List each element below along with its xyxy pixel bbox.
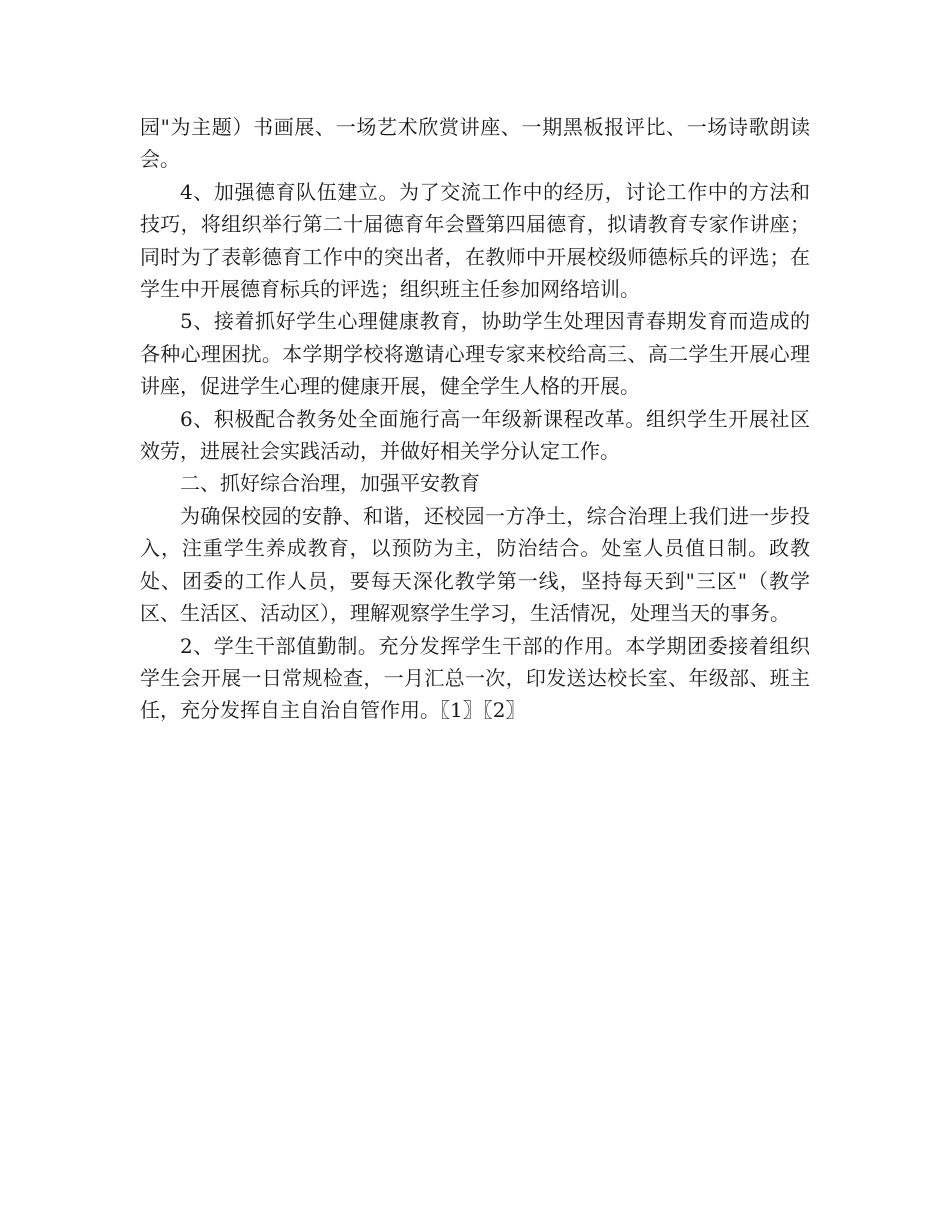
document-page	[140, 111, 810, 727]
paragraph-item-2: 2、学生干部值勤制。充分发挥学生干部的作用。本学期团委接着组织学生会开展一日常规检查，一月汇总一次，印发送达校长室、年级部、班主任，充分发挥自主自治自管作用。〖1〗〖2〗	[140, 633, 810, 723]
section-heading: 二、抓好综合治理，加强平安教育	[180, 471, 480, 496]
paragraph-item-6: 6、积极配合教务处全面施行高一年级新课程改革。组织学生开展社区效劳，进展社会实践活动，并做好相关学分认定工作。	[140, 406, 810, 464]
paragraph-item-5: 5、接着抓好学生心理健康教育，协助学生处理因青春期发育而造成的各种心理困扰。本学期学校将邀请心理专家来校给高三、高二学生开展心理讲座，促进学生心理的健康开展，健全学生人格的开展。	[140, 309, 810, 399]
paragraph-item-4: 4、加强德育队伍建立。为了交流工作中的经历，讨论工作中的方法和技巧，将组织举行第二十届德育年会暨第四届德育，拟请教育专家作讲座；同时为了表彰德育工作中的突出者，在教师中开展校级师德标兵的评选；在学生中开展德育标兵的评选；组织班主任参加网络培训。	[140, 179, 810, 302]
paragraph-continuation: 园"为主题）书画展、一场艺术欣赏讲座、一期黑板报评比、一场诗歌朗读会。	[140, 115, 810, 172]
paragraph-section-intro: 为确保校园的安静、和谐，还校园一方净土，综合治理上我们进一步投入，注重学生养成教育，以预防为主，防治结合。处室人员值日制。政教处、团委的工作人员，要每天深化教学第一线，坚持每天到"三区"（教学区、生活区、活动区），理解观察学生学习，生活情况，处理当天的事务。	[140, 503, 810, 626]
